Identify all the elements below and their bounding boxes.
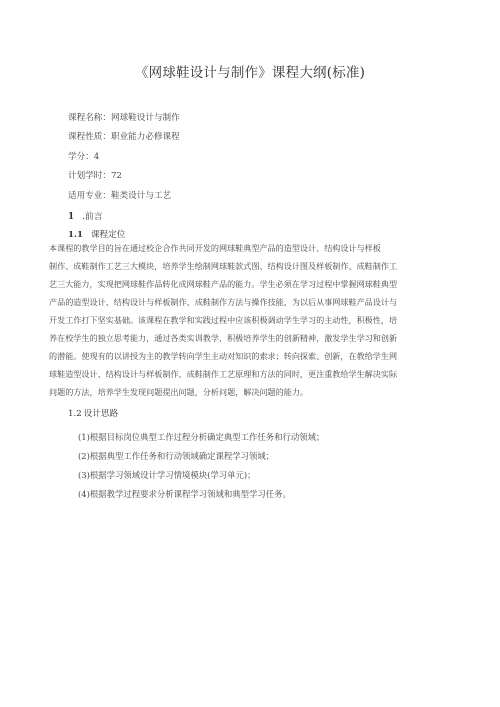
paragraph-line: 产品的造型设计、结构设计与样板制作、成鞋制作方法与操作技能，为以后从事网球鞋产品设计与 (49, 297, 398, 307)
paragraph-line: 养在校学生的独立思考能力，通过各类实训教学，积极培养学生的创新精神，激发学生学习和创新 (49, 333, 398, 343)
section-label: .前言 (82, 212, 103, 222)
paragraph-line: 制作、成鞋制作工艺三大模块，培养学生绘制网球鞋款式图、结构设计图及样板制作、成鞋制作工 (49, 261, 398, 271)
paragraph-line: 本课程的教学目的旨在通过校企合作共同开发的网球鞋典型产品的造型设计、结构设计与样板 (49, 243, 381, 253)
meta-course-nature: 课程性质：职业能力必修课程 (68, 132, 180, 142)
paragraph-line: 问题的方法，培养学生发现问题提出问题，分析问题，解决问题的能力。 (49, 387, 309, 397)
document-title: 《网球鞋设计与制作》课程大纲(标准) (134, 65, 366, 81)
meta-major: 适用专业：鞋类设计与工艺 (68, 191, 172, 201)
subsection-heading-design (68, 407, 118, 419)
paragraph-line: 开发工作打下坚实基础。该课程在教学和实践过程中应该积极调动学生学习的主动性，积极性，培 (49, 315, 398, 325)
list-item: (4)根据教学过程要求分析课程学习领域和典型学习任务。 (78, 489, 291, 499)
list-item: (2)根据典型工作任务和行动领域确定课程学习领域； (78, 451, 275, 461)
paragraph-line: 球鞋造型设计、结构设计与样板制作、成鞋制作工艺原理和方法的同时，更注重教给学生解决实际 (49, 369, 398, 379)
list-item: (3)根据学习领域设计学习情境模块(学习单元)； (78, 470, 256, 480)
subsection-heading-positioning (68, 228, 125, 240)
meta-credits: 学分：4 (68, 152, 100, 162)
list-item: (1)根据目标岗位典型工作过程分析确定典型工作任务和行动领域； (78, 432, 325, 442)
meta-hours: 计划学时：72 (68, 171, 122, 181)
paragraph-line: 艺三大能力，实现把网球鞋作品转化成网球鞋产品的能力。学生必须在学习过程中掌握网球鞋典型 (49, 279, 398, 289)
section-number: 1 (68, 212, 75, 222)
subsection-label: 设计思路 (83, 409, 119, 419)
meta-course-name: 课程名称：网球鞋设计与制作 (68, 113, 180, 123)
subsection-number: 1.1 (68, 230, 83, 240)
subsection-label: 课程定位 (90, 230, 126, 240)
subsection-number: 1.2 (68, 409, 82, 419)
section-heading-preface (68, 209, 103, 222)
paragraph-line: 的潜能。使现有的以讲授为主的教学转向学生主动对知识的索求；转向探索、创新，在教给学生网 (49, 351, 398, 361)
